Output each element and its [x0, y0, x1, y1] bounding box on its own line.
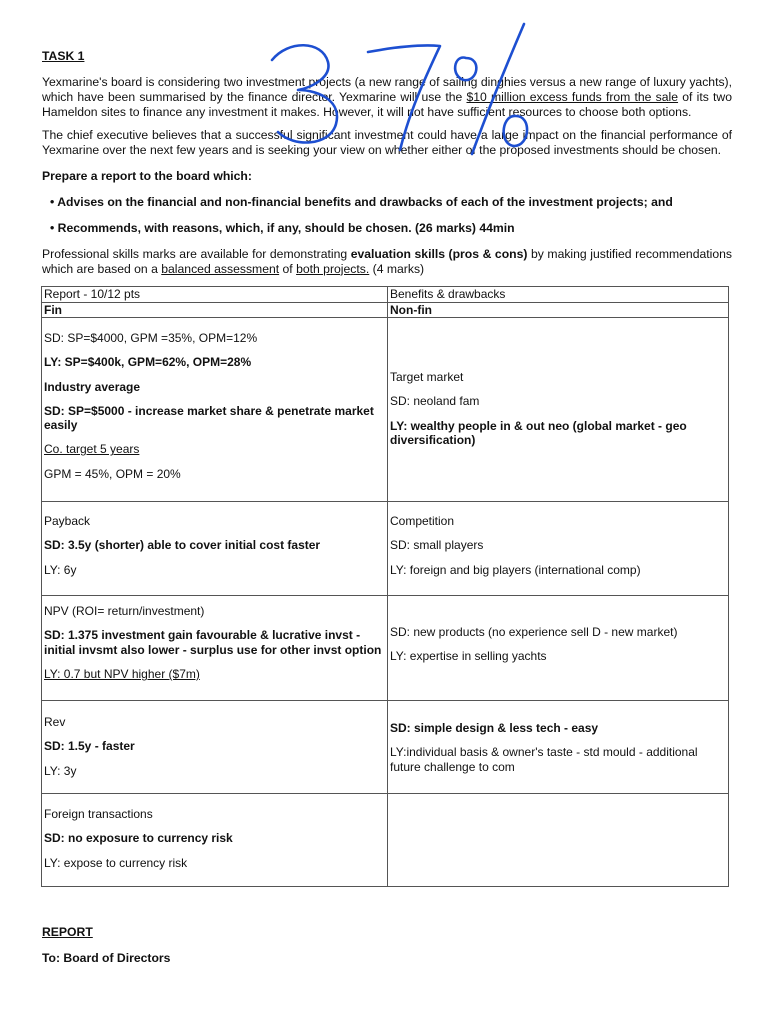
ly-target-market-text: LY: wealthy people in & out neo (global market - geo diversification): [390, 418, 687, 448]
ly-margins-text: LY: SP=$400k, GPM=62%, OPM=28%: [44, 355, 252, 370]
balanced-assessment-text: balanced assessment: [161, 261, 280, 276]
table-row: [42, 596, 729, 701]
payback-label: Payback: [44, 514, 91, 529]
sd-rev-text: SD: 1.5y - faster: [44, 739, 135, 754]
cell-design: [388, 701, 729, 794]
prof-text-part7: (4 marks): [369, 261, 425, 276]
table-row: [42, 701, 729, 794]
ly-competition-text: LY: foreign and big players (international comp): [390, 562, 641, 577]
cell-competition: [388, 502, 729, 596]
intro-text-part3: of its two Hameldon sites to finance any investment it makes. However, it will not have sufficient resources to choose both options.: [42, 89, 732, 119]
target-margins-text: GPM = 45%, OPM = 20%: [44, 466, 181, 481]
sd-design-text: SD: simple design & less tech - easy: [390, 721, 599, 736]
prepare-report-instruction: Prepare a report to the board which:: [42, 169, 252, 183]
report-to-line: To: Board of Directors: [42, 951, 171, 965]
prof-text-part5: of: [279, 261, 297, 276]
table-row: [42, 794, 729, 887]
analysis-table: [41, 286, 729, 887]
prof-text-part1: Professional skills marks are available for demonstrating: [42, 247, 351, 261]
bullet-advises: • Advises on the financial and non-financial benefits and drawbacks of each of the investment projects; and: [50, 195, 673, 209]
sd-target-market-text: SD: neoland fam: [390, 394, 480, 409]
table-row: [42, 502, 729, 596]
prof-text-part3: by making justified recommendations which are based on a: [42, 247, 732, 276]
ly-currency-text: LY: expose to currency risk: [44, 855, 188, 870]
header-fin: Fin: [42, 302, 388, 318]
ly-design-text: LY:individual basis & owner's taste - std mould - additional future challenge to com: [390, 745, 698, 774]
professional-skills-paragraph: [42, 247, 732, 277]
cell-revenue: [42, 701, 388, 794]
header-non-fin: Non-fin: [388, 302, 729, 318]
evaluation-skills-text: evaluation skills (pros & cons): [350, 247, 528, 261]
sd-competition-text: SD: small players: [390, 538, 484, 553]
sd-npv-text: SD: 1.375 investment gain favourable & lucrative invst - initial invsmt also lower - surplus use for other invst option: [44, 628, 382, 657]
table-header-row: [42, 287, 729, 303]
target-market-label: Target market: [390, 370, 464, 385]
task-intro-paragraph: [42, 75, 732, 120]
sd-price-text: SD: SP=$5000 - increase market share & penetrate market easily: [44, 403, 374, 433]
table-subheader-row: [42, 302, 729, 318]
report-heading: REPORT: [42, 925, 93, 939]
bullet-recommends: • Recommends, with reasons, which, if any, should be chosen. (26 marks) 44min: [50, 221, 515, 235]
table-row: [42, 318, 729, 502]
ly-npv-text: LY: 0.7 but NPV higher ($7m): [44, 667, 200, 682]
header-benefits-drawbacks: Benefits & drawbacks: [388, 287, 729, 303]
industry-average-text: Industry average: [44, 379, 141, 394]
cell-payback: [42, 502, 388, 596]
header-report-points: Report - 10/12 pts: [42, 287, 388, 303]
chief-executive-paragraph: The chief executive believes that a successful significant investment could have a large impact on the financial performance of Yexmarine over the next few years and is seeking your view on whether either of the proposed investments should be chosen.: [42, 128, 732, 157]
intro-text-part1: Yexmarine's board is considering two investment projects (a new range of sailing dinghies versus a new range of luxury yachts), which have been summarised by the finance director. Yexmarine will use the: [42, 75, 732, 104]
cell-npv: [42, 596, 388, 701]
sd-margins-text: SD: SP=$4000, GPM =35%, OPM=12%: [44, 331, 258, 346]
task-heading: TASK 1: [42, 49, 85, 63]
rev-label: Rev: [44, 715, 66, 730]
ly-experience-text: LY: expertise in selling yachts: [390, 649, 547, 664]
foreign-transactions-label: Foreign transactions: [44, 807, 153, 822]
ly-rev-text: LY: 3y: [44, 763, 77, 778]
ly-payback-text: LY: 6y: [44, 562, 77, 577]
excess-funds-text: $10 million excess funds from the sale: [466, 89, 679, 104]
sd-experience-text: SD: new products (no experience sell D - new market): [390, 625, 678, 640]
cell-margins: [42, 318, 388, 502]
both-projects-text: both projects.: [296, 261, 370, 276]
cell-target-market: [388, 318, 729, 502]
company-target-text: Co. target 5 years: [44, 442, 140, 457]
sd-currency-text: SD: no exposure to currency risk: [44, 831, 233, 846]
cell-experience: [388, 596, 729, 701]
cell-empty: [388, 794, 729, 887]
npv-label: NPV (ROI= return/investment): [44, 604, 205, 619]
sd-payback-text: SD: 3.5y (shorter) able to cover initial cost faster: [44, 538, 321, 553]
cell-foreign-transactions: [42, 794, 388, 887]
competition-label: Competition: [390, 514, 455, 529]
